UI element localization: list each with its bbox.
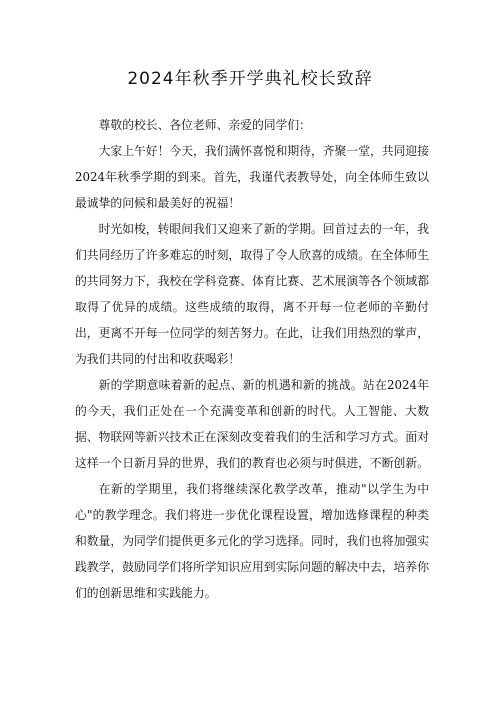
- salutation: 尊敬的校长、各位老师、亲爱的同学们：: [98, 118, 311, 132]
- paragraph: 在新的学期里，我们将继续深化教学改革，推动"以学生为中心"的教学理念。我们将进一步优化课程设置，增加选修课程的种类和数量，为同学们提供更多元化的学习选择。同时，我们也将加强实践教学，鼓励同学们将所学知识应用到实际问题的解决中去，培养你们的创新思维和实践能力。: [75, 482, 429, 600]
- document-title: 2024年秋季开学典礼校长致辞: [127, 69, 373, 89]
- paragraph: 时光如梭，转眼间我们又迎来了新的学期。回首过去的一年，我们共同经历了许多难忘的时刻，取得了令人欣喜的成绩。在全体师生的共同努力下，我校在学科竞赛、体育比赛、艺术展演等各个领域都取得了优异的成绩。这些成绩的取得，离不开每一位老师的辛勤付出，更离不开每一位同学的刻苦努力。在此，让我们用热烈的掌声，为我们共同的付出和收获喝彩！: [75, 222, 429, 366]
- paragraph: 大家上午好！今天，我们满怀喜悦和期待，齐聚一堂，共同迎接2024年秋季学期的到来。首先，我谨代表教导处，向全体师生致以最诚挚的问候和最美好的祝福！: [75, 144, 429, 210]
- paragraph: 新的学期意味着新的起点、新的机遇和新的挑战。站在2024年的今天，我们正处在一个充满变革和创新的时代。人工智能、大数据、物联网等新兴技术正在深刻改变着我们的生活和学习方式。面对这样一个日新月异的世界，我们的教育也必须与时俱进，不断创新。: [75, 378, 429, 470]
- document-body: [75, 112, 429, 606]
